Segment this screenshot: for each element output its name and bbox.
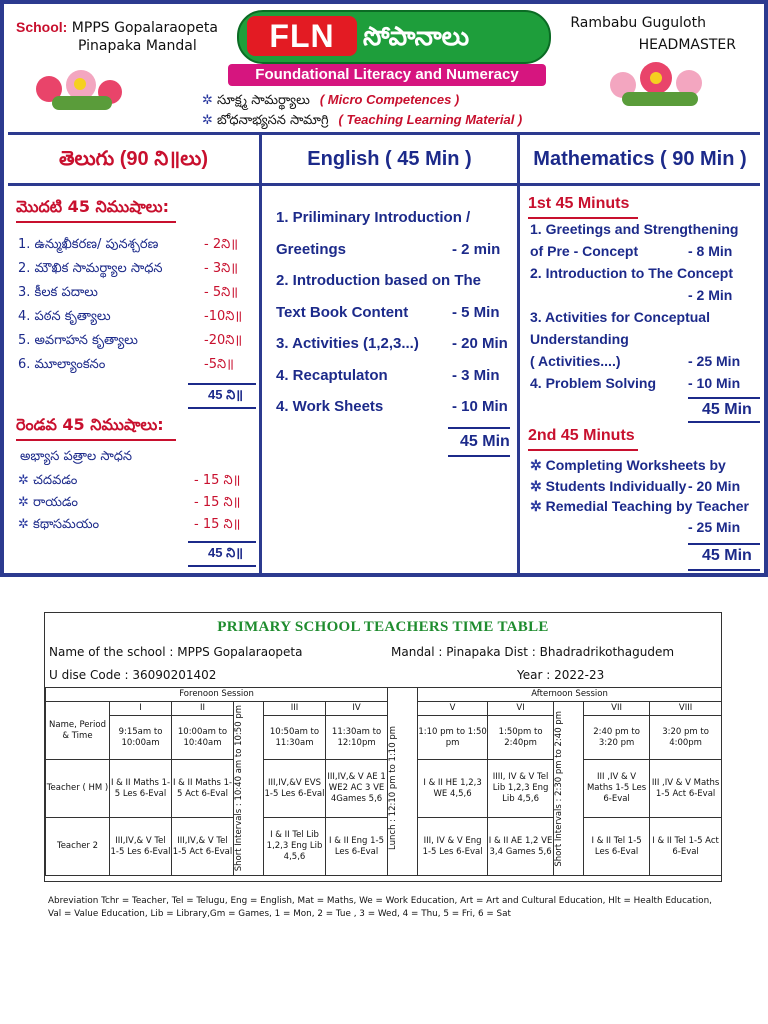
- afternoon-session-header: Afternoon Session: [418, 688, 722, 702]
- school-label: School:: [16, 19, 68, 35]
- lunch-cell: [388, 702, 418, 876]
- gear-icon: ✲: [202, 113, 213, 128]
- fln-logo: [237, 10, 551, 64]
- tlm-telugu: బోధనాభ్యసన సామాగ్రి: [217, 113, 329, 128]
- telugu-first-item-label: 6. మూల్యాంకనం: [18, 357, 106, 372]
- divider: [188, 407, 256, 409]
- maths-second-item-time: - 20 Min: [688, 477, 741, 494]
- maths-first-item-time: - 2 Min: [688, 287, 733, 303]
- period-grid: [45, 687, 722, 876]
- gear-icon: ✲: [18, 495, 34, 510]
- period-label: III: [264, 702, 326, 716]
- divider: [688, 421, 760, 423]
- telugu-first-title: మొదటి 45 నిముషాలు:: [16, 197, 169, 216]
- headmaster-block: [570, 12, 736, 56]
- maths-second-item-label: [530, 457, 726, 474]
- short-interval-1: [234, 702, 264, 876]
- telugu-first-item-time: - 2ని॥: [204, 237, 239, 252]
- period-label: VIII: [650, 702, 722, 716]
- telugu-first-item-time: -5ని॥: [204, 357, 234, 372]
- teacher2-label: Teacher 2: [46, 818, 110, 876]
- telugu-second-item-label-text: చదవడం: [33, 473, 78, 488]
- period-label: VI: [488, 702, 554, 716]
- period-label: II: [172, 702, 234, 716]
- english-item-time: - 10 Min: [452, 398, 508, 415]
- teacher2-cell: I & II AE 1,2 VE 3,4 Games 5,6: [488, 818, 554, 876]
- teacher1-cell: III ,IV & V Maths 1-5 Les 6-Eval: [584, 760, 650, 818]
- telugu-second-item-label: [18, 495, 78, 513]
- english-total: 45 Min: [460, 433, 510, 450]
- teacher2-cell: III,IV,& V Tel 1-5 Act 6-Eval: [172, 818, 234, 876]
- year-info: Year : 2022-23: [517, 668, 605, 682]
- english-item-label: 4. Work Sheets: [276, 398, 384, 415]
- school-name: MPPS Gopalaraopeta: [71, 20, 218, 36]
- telugu-second-item-time: - 15 ని॥: [194, 473, 241, 488]
- period-label: I: [110, 702, 172, 716]
- telugu-second-sub: అభ్యాస పత్రాల సాధన: [20, 449, 133, 464]
- english-column: [262, 135, 520, 575]
- english-item-label: Text Book Content: [276, 303, 409, 321]
- teacher1-cell: III ,IV & V Maths 1-5 Act 6-Eval: [650, 760, 722, 818]
- telugu-first-item-label: 2. మౌఖిక సామర్థ్యాల సాధన: [18, 261, 163, 276]
- english-item-label: Greetings: [276, 240, 347, 258]
- teacher1-cell: III,IV,&V EVS 1-5 Les 6-Eval: [264, 760, 326, 818]
- short-interval-2: [554, 702, 584, 876]
- maths-first-item-label: 2. Introduction to The Concept: [530, 265, 733, 281]
- telugu-second-item-time: - 15 ని॥: [194, 517, 241, 532]
- micro-telugu: సూక్ష్మ సామర్థ్యాలు: [217, 93, 310, 108]
- school-info: Name of the school : MPPS Gopalaraopeta: [49, 645, 303, 659]
- maths-column: [520, 135, 760, 575]
- flower-decoration-right: [602, 54, 722, 110]
- teachers-time-table: [44, 612, 722, 882]
- telugu-second-item-label: [18, 517, 99, 535]
- period-label: IV: [326, 702, 388, 716]
- telugu-second-item-label-text: కథాసమయం: [33, 517, 100, 532]
- teacher1-label: Teacher ( HM ): [46, 760, 110, 818]
- teacher2-cell: III,IV,& V Tel 1-5 Les 6-Eval: [110, 818, 172, 876]
- divider: [688, 543, 760, 545]
- gap-cell: [388, 688, 418, 702]
- english-item-label: 2. Introduction based on The: [276, 272, 482, 289]
- maths-first-item-label: 1. Greetings and Strengthening: [530, 221, 739, 237]
- gear-icon: ✲: [530, 477, 546, 494]
- telugu-first-item-time: -20ని॥: [204, 333, 243, 348]
- abbreviation-note: Abreviation Tchr = Teacher, Tel = Telugu, Eng = English, Mat = Maths, We = Work Education, Art = Art and Cultural Education, Hlt = Health Education, Val = Value Education, Lib = Library,Gm = Games, 1 = Mon, 2 = Tue , 3 = Wed, 4 = Thu, 5 = Fri, 6 = Sat: [48, 896, 712, 919]
- gear-icon: ✲: [530, 457, 546, 473]
- time-table-title: PRIMARY SCHOOL TEACHERS TIME TABLE: [217, 619, 549, 635]
- telugu-second-item-label: [18, 473, 77, 491]
- row-header-name-period-time: Name, Period & Time: [46, 702, 110, 760]
- teacher2-cell: I & II Tel 1-5 Les 6-Eval: [584, 818, 650, 876]
- telugu-first-item-time: - 5ని॥: [204, 285, 239, 300]
- telugu-second-total: 45 ని॥: [208, 545, 243, 560]
- forenoon-session-header: Forenoon Session: [46, 688, 388, 702]
- english-item-label: 4. Recaptulaton: [276, 366, 388, 384]
- telugu-first-item-time: - 3ని॥: [204, 261, 239, 276]
- fln-logo-text: FLN: [247, 16, 357, 56]
- divider: [16, 439, 176, 441]
- short-interval-1-text: Short Intervals : 10:40 am to 10:50 pm: [234, 705, 244, 872]
- telugu-first-item-label: 4. పఠన కృత్యాలు: [18, 309, 111, 324]
- divider: [528, 449, 638, 451]
- divider: [188, 565, 256, 567]
- mandal-info: Mandal : Pinapaka Dist : Bhadradrikothagudem: [391, 645, 675, 659]
- divider: [188, 383, 256, 385]
- english-item-time: - 3 Min: [452, 366, 500, 384]
- time-cell: 2:40 pm to 3:20 pm: [584, 716, 650, 760]
- maths-first-item-label: 3. Activities for Conceptual: [530, 309, 710, 325]
- teacher2-cell: I & II Tel 1-5 Act 6-Eval: [650, 818, 722, 876]
- maths-first-item-label: Understanding: [530, 331, 629, 347]
- time-cell: 9:15am to 10:00am: [110, 716, 172, 760]
- telugu-first-item-label: 1. ఉన్ముఖీకరణ/ పునశ్చరణ: [18, 237, 159, 252]
- time-cell: 11:30am to 12:10pm: [326, 716, 388, 760]
- divider: [16, 221, 176, 223]
- teacher2-cell: I & II Tel Lib 1,2,3 Eng Lib 4,5,6: [264, 818, 326, 876]
- maths-second-title: 2nd 45 Minuts: [528, 427, 635, 444]
- time-cell: 1:10 pm to 1:50 pm: [418, 716, 488, 760]
- divider: [188, 541, 256, 543]
- maths-first-item-time: - 8 Min: [688, 243, 733, 259]
- period-label: VII: [584, 702, 650, 716]
- maths-second-item-label-text: Completing Worksheets by: [545, 457, 726, 473]
- maths-first-item-time: - 10 Min: [688, 375, 741, 391]
- english-item-time: - 5 Min: [452, 303, 500, 321]
- lunch-text: Lunch : 12:10 pm to 1:10 pm: [388, 726, 399, 851]
- english-item-label: 1. Priliminary Introduction /: [276, 209, 471, 226]
- maths-second-total: 45 Min: [702, 547, 752, 564]
- telugu-second-item-time: - 15 ని॥: [194, 495, 241, 510]
- short-interval-2-text: Short Intervals : 2:30 pm to 2:40 pm: [554, 710, 565, 867]
- teacher2-cell: I & II Eng 1-5 Les 6-Eval: [326, 818, 388, 876]
- english-item-time: - 20 Min: [452, 335, 508, 352]
- teacher2-cell: III, IV & V Eng 1-5 Les 6-Eval: [418, 818, 488, 876]
- school-block: [16, 18, 218, 55]
- competences-block: [202, 90, 522, 130]
- micro-english: ( Micro Competences ): [319, 92, 460, 107]
- mandal-name: Pinapaka Mandal: [78, 38, 197, 54]
- time-cell: 10:00am to 10:40am: [172, 716, 234, 760]
- tlm-english: ( Teaching Learning Material ): [338, 112, 523, 127]
- maths-first-item-label: 4. Problem Solving: [530, 375, 657, 391]
- maths-first-title: 1st 45 Minuts: [528, 195, 630, 212]
- telugu-first-item-label: 3. కీలక పదాలు: [18, 285, 98, 300]
- fln-subtitle: Foundational Literacy and Numeracy: [228, 64, 546, 86]
- teacher1-cell: IIII, IV & V Tel Lib 1,2,3 Eng Lib 4,5,6: [488, 760, 554, 818]
- poster-header: [4, 4, 764, 129]
- divider: [528, 217, 638, 219]
- maths-header: Mathematics ( 90 Min ): [520, 135, 760, 186]
- maths-first-item-time: - 25 Min: [688, 353, 741, 369]
- maths-second-item-label-text: Remedial Teaching by Teacher: [545, 498, 749, 514]
- teacher1-cell: I & II HE 1,2,3 WE 4,5,6: [418, 760, 488, 818]
- divider: [688, 569, 760, 571]
- telugu-header: తెలుగు (90 ని॥లు): [8, 135, 259, 186]
- telugu-first-item-label: 5. అవగాహన కృత్యాలు: [18, 333, 138, 348]
- gear-icon: ✲: [202, 93, 213, 108]
- headmaster-title: HEADMASTER: [638, 37, 736, 53]
- gear-icon: ✲: [18, 517, 34, 532]
- maths-second-item-label: [530, 478, 686, 495]
- maths-first-item-label: of Pre - Concept: [530, 243, 639, 259]
- telugu-column: [8, 135, 262, 575]
- english-item-label: 3. Activities (1,2,3...): [276, 335, 419, 352]
- time-cell: 1:50pm to 2:40pm: [488, 716, 554, 760]
- gear-icon: ✲: [18, 473, 34, 488]
- teacher1-cell: III,IV,& V AE 1 WE2 AC 3 VE 4Games 5,6: [326, 760, 388, 818]
- telugu-first-item-time: -10ని॥: [204, 309, 243, 324]
- subject-columns: [8, 132, 760, 575]
- telugu-second-title: రెండవ 45 నిముషాలు:: [16, 415, 164, 434]
- fln-logo-telugu: సోపానాలు: [363, 22, 470, 52]
- time-cell: 10:50am to 11:30am: [264, 716, 326, 760]
- maths-first-item-label: ( Activities....): [530, 353, 621, 369]
- divider: [448, 427, 510, 429]
- teacher1-cell: I & II Maths 1-5 Act 6-Eval: [172, 760, 234, 818]
- maths-second-item-time: - 25 Min: [688, 518, 741, 535]
- time-cell: 3:20 pm to 4:00pm: [650, 716, 722, 760]
- maths-second-item-label-text: Students Individually: [545, 477, 687, 494]
- udise-info: U dise Code : 36090201402: [49, 668, 217, 682]
- headmaster-name: Rambabu Guguloth: [570, 15, 706, 31]
- maths-second-item-label: [530, 498, 749, 515]
- english-item-time: - 2 min: [452, 240, 501, 258]
- gear-icon: ✲: [530, 498, 546, 514]
- divider: [448, 455, 510, 457]
- maths-first-total: 45 Min: [702, 401, 752, 418]
- flower-decoration-left: [26, 66, 146, 122]
- divider: [688, 397, 760, 399]
- english-header: English ( 45 Min ): [262, 135, 517, 186]
- period-label: V: [418, 702, 488, 716]
- telugu-first-total: 45 ని॥: [208, 387, 243, 402]
- telugu-second-item-label-text: రాయడం: [33, 495, 78, 510]
- teacher1-cell: I & II Maths 1-5 Les 6-Eval: [110, 760, 172, 818]
